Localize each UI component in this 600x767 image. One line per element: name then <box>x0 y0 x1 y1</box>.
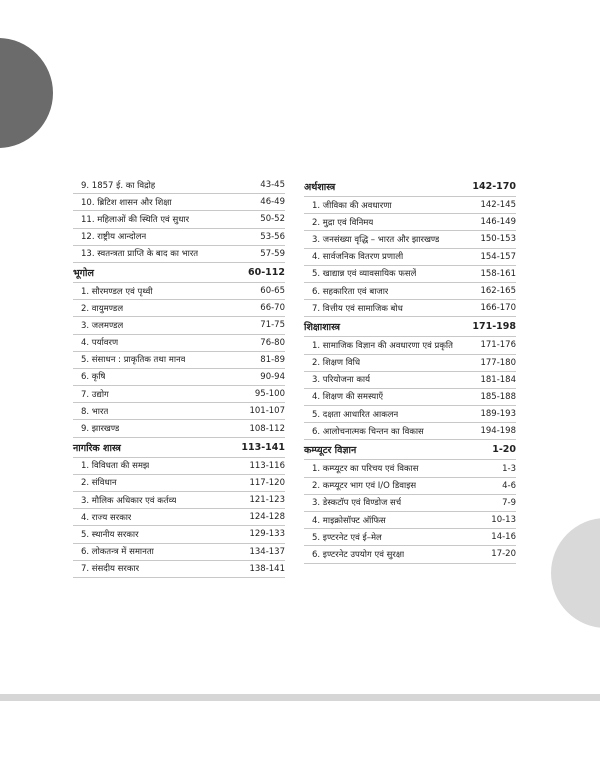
toc-entry-title: 3. परियोजना कार्य <box>312 375 371 386</box>
toc-entry <box>304 478 516 495</box>
toc-entry-pages: 171-176 <box>480 340 516 351</box>
toc-entry-title: 2. मुद्रा एवं विनिमय <box>312 217 374 228</box>
toc-entry <box>73 317 285 334</box>
section-pages: 142-170 <box>472 181 516 192</box>
toc-entry-pages: 46-49 <box>260 197 285 208</box>
toc-entry-pages: 117-120 <box>249 477 285 488</box>
section-heading <box>73 438 285 458</box>
toc-entry-pages: 138-141 <box>249 563 285 574</box>
toc-entry-title: 1. सौरमण्डल एवं पृथ्वी <box>81 286 153 297</box>
section-title: भूगोल <box>73 267 94 279</box>
toc-entry-title: 7. उद्योग <box>81 389 109 400</box>
toc-entry-pages: 121-123 <box>249 495 285 506</box>
toc-entry <box>304 249 516 266</box>
toc-entry <box>304 337 516 354</box>
toc-entry-pages: 50-52 <box>260 214 285 225</box>
toc-entry-pages: 146-149 <box>480 217 516 228</box>
toc-entry <box>73 335 285 352</box>
section-heading <box>73 263 285 283</box>
toc-entry <box>73 246 285 263</box>
toc-entry-pages: 43-45 <box>260 180 285 191</box>
toc-entry <box>304 214 516 231</box>
toc-entry <box>73 300 285 317</box>
decorative-circle-dark <box>0 38 53 148</box>
toc-entry <box>304 300 516 317</box>
toc-entry-title: 5. इण्टरनेट एवं ई–मेल <box>312 532 382 543</box>
toc-entry <box>73 526 285 543</box>
toc-entry <box>304 512 516 529</box>
toc-entry-title: 3. मौलिक अधिकार एवं कर्तव्य <box>81 495 177 506</box>
toc-entry-title: 6. इण्टरनेट उपयोग एवं सुरक्षा <box>312 549 405 560</box>
toc-entry-pages: 150-153 <box>480 234 516 245</box>
toc-entry-title: 6. लोकतन्त्र में समानता <box>81 547 154 558</box>
toc-entry-title: 3. जनसंख्या वृद्धि – भारत और झारखण्ड <box>312 234 440 245</box>
toc-entry-title: 1. जीविका की अवधारणा <box>312 200 392 211</box>
toc-entry-pages: 4-6 <box>502 480 516 491</box>
section-heading <box>304 440 516 460</box>
toc-column-left <box>73 177 285 578</box>
toc-entry-title: 6. कृषि <box>81 372 106 383</box>
toc-entry-pages: 177-180 <box>480 357 516 368</box>
toc-column-right <box>304 177 516 564</box>
toc-entry <box>304 460 516 477</box>
toc-entry <box>73 458 285 475</box>
toc-entry-title: 1. सामाजिक विज्ञान की अवधारणा एवं प्रकृति <box>312 340 453 351</box>
section-title: शिक्षाशास्त्र <box>304 322 341 334</box>
toc-entry-title: 7. वित्तीय एवं सामाजिक बोध <box>312 303 403 314</box>
toc-entry-pages: 142-145 <box>480 200 516 211</box>
toc-entry-title: 3. डेस्कटॉप एवं विण्डोज सर्च <box>312 498 402 509</box>
toc-entry <box>73 229 285 246</box>
toc-entry-title: 9. झारखण्ड <box>81 424 120 435</box>
toc-entry-title: 3. जलमण्डल <box>81 320 124 331</box>
toc-entry-pages: 7-9 <box>502 497 516 508</box>
toc-entry <box>73 475 285 492</box>
toc-entry-pages: 17-20 <box>491 549 516 560</box>
toc-entry <box>304 266 516 283</box>
section-heading <box>304 317 516 337</box>
toc-entry <box>73 369 285 386</box>
toc-entry-pages: 53-56 <box>260 231 285 242</box>
toc-entry-pages: 113-116 <box>249 460 285 471</box>
section-title: अर्थशास्त्र <box>304 182 336 193</box>
toc-entry-title: 5. दक्षता आधारित आकलन <box>312 409 399 420</box>
toc-entry-pages: 76-80 <box>260 337 285 348</box>
toc-entry <box>73 194 285 211</box>
toc-entry <box>304 423 516 440</box>
toc-entry-title: 2. कम्प्यूटर भाग एवं I/O डिवाइस <box>312 481 417 492</box>
section-pages: 1-20 <box>492 444 516 456</box>
decorative-circle-light <box>551 518 600 628</box>
toc-entry <box>73 352 285 369</box>
toc-entry <box>73 492 285 509</box>
toc-entry <box>304 372 516 389</box>
toc-entry <box>304 355 516 372</box>
section-pages: 60-112 <box>248 266 285 278</box>
toc-entry-title: 4. सार्वजनिक वितरण प्रणाली <box>312 252 404 263</box>
toc-entry-title: 1. विविधता की समझ <box>81 461 150 472</box>
toc-entry <box>304 389 516 406</box>
toc-entry-pages: 124-128 <box>249 512 285 523</box>
toc-entry-title: 2. संविधान <box>81 478 117 489</box>
toc-entry-title: 4. पर्यावरण <box>81 338 119 349</box>
toc-entry <box>73 403 285 420</box>
toc-entry <box>304 495 516 512</box>
toc-entry-pages: 162-165 <box>480 286 516 297</box>
toc-entry-title: 11. महिलाओं की स्थिति एवं सुधार <box>81 214 190 225</box>
toc-entry-pages: 154-157 <box>480 251 516 262</box>
toc-entry-pages: 81-89 <box>260 354 285 365</box>
section-heading <box>304 177 516 197</box>
toc-entry <box>73 386 285 403</box>
toc-entry <box>304 406 516 423</box>
toc-entry <box>73 420 285 437</box>
toc-entry-pages: 57-59 <box>260 248 285 259</box>
toc-entry-title: 9. 1857 ई. का विद्रोह <box>81 180 156 191</box>
toc-entry-title: 5. खाद्यान्न एवं व्यावसायिक फसलें <box>312 269 417 280</box>
toc-entry <box>304 546 516 563</box>
toc-entry <box>73 177 285 194</box>
toc-entry-pages: 71-75 <box>260 320 285 331</box>
toc-entry-title: 12. राष्ट्रीय आन्दोलन <box>81 232 147 243</box>
section-title: कम्प्यूटर विज्ञान <box>304 445 357 457</box>
toc-entry <box>73 211 285 228</box>
toc-entry-title: 2. शिक्षण विधि <box>312 358 361 369</box>
toc-entry-pages: 129-133 <box>249 529 285 540</box>
toc-entry-pages: 185-188 <box>480 391 516 402</box>
toc-entry <box>73 283 285 300</box>
toc-entry-pages: 60-65 <box>260 286 285 297</box>
toc-entry-pages: 189-193 <box>480 409 516 420</box>
toc-entry <box>73 544 285 561</box>
toc-entry-title: 4. शिक्षण की समस्याएँ <box>312 392 384 403</box>
toc-entry-title: 1. कम्प्यूटर का परिचय एवं विकास <box>312 464 419 475</box>
toc-entry-title: 4. माइक्रोसॉफ्ट ऑफिस <box>312 515 386 526</box>
toc-entry-title: 6. सहकारिता एवं बाजार <box>312 286 389 297</box>
section-title: नागरिक शास्त्र <box>73 442 121 454</box>
toc-entry-title: 10. ब्रिटिश शासन और शिक्षा <box>81 197 172 208</box>
toc-entry-pages: 194-198 <box>480 426 516 437</box>
toc-entry <box>304 231 516 248</box>
toc-entry-pages: 14-16 <box>491 532 516 543</box>
toc-entry-pages: 95-100 <box>254 389 285 400</box>
toc-entry-pages: 166-170 <box>480 303 516 314</box>
toc-entry-pages: 1-3 <box>502 463 516 474</box>
toc-entry <box>304 197 516 214</box>
footer-bar <box>0 694 600 701</box>
toc-entry-pages: 108-112 <box>249 423 285 434</box>
toc-entry-title: 2. वायुमण्डल <box>81 303 124 314</box>
section-pages: 113-141 <box>241 441 285 453</box>
toc-entry-title: 5. स्थानीय सरकार <box>81 529 139 540</box>
toc-entry-title: 7. संसदीय सरकार <box>81 564 140 575</box>
toc-entry-pages: 134-137 <box>249 546 285 557</box>
toc-entry-pages: 90-94 <box>260 371 285 382</box>
toc-entry-title: 6. आलोचनात्मक चिन्तन का विकास <box>312 426 424 437</box>
toc-entry-pages: 101-107 <box>249 406 285 417</box>
toc-entry-title: 8. भारत <box>81 406 109 417</box>
toc-entry-title: 5. संसाधन : प्राकृतिक तथा मानव <box>81 355 186 366</box>
toc-entry <box>73 561 285 578</box>
toc-entry-pages: 10-13 <box>491 515 516 526</box>
toc-entry-title: 4. राज्य सरकार <box>81 512 132 523</box>
toc-entry-title: 13. स्वतन्त्रता प्राप्ति के बाद का भारत <box>81 249 199 260</box>
toc-entry-pages: 181-184 <box>480 374 516 385</box>
toc-entry-pages: 158-161 <box>480 268 516 279</box>
section-pages: 171-198 <box>472 321 516 333</box>
toc-entry <box>304 283 516 300</box>
toc-entry <box>304 529 516 546</box>
toc-entry <box>73 509 285 526</box>
toc-entry-pages: 66-70 <box>260 303 285 314</box>
